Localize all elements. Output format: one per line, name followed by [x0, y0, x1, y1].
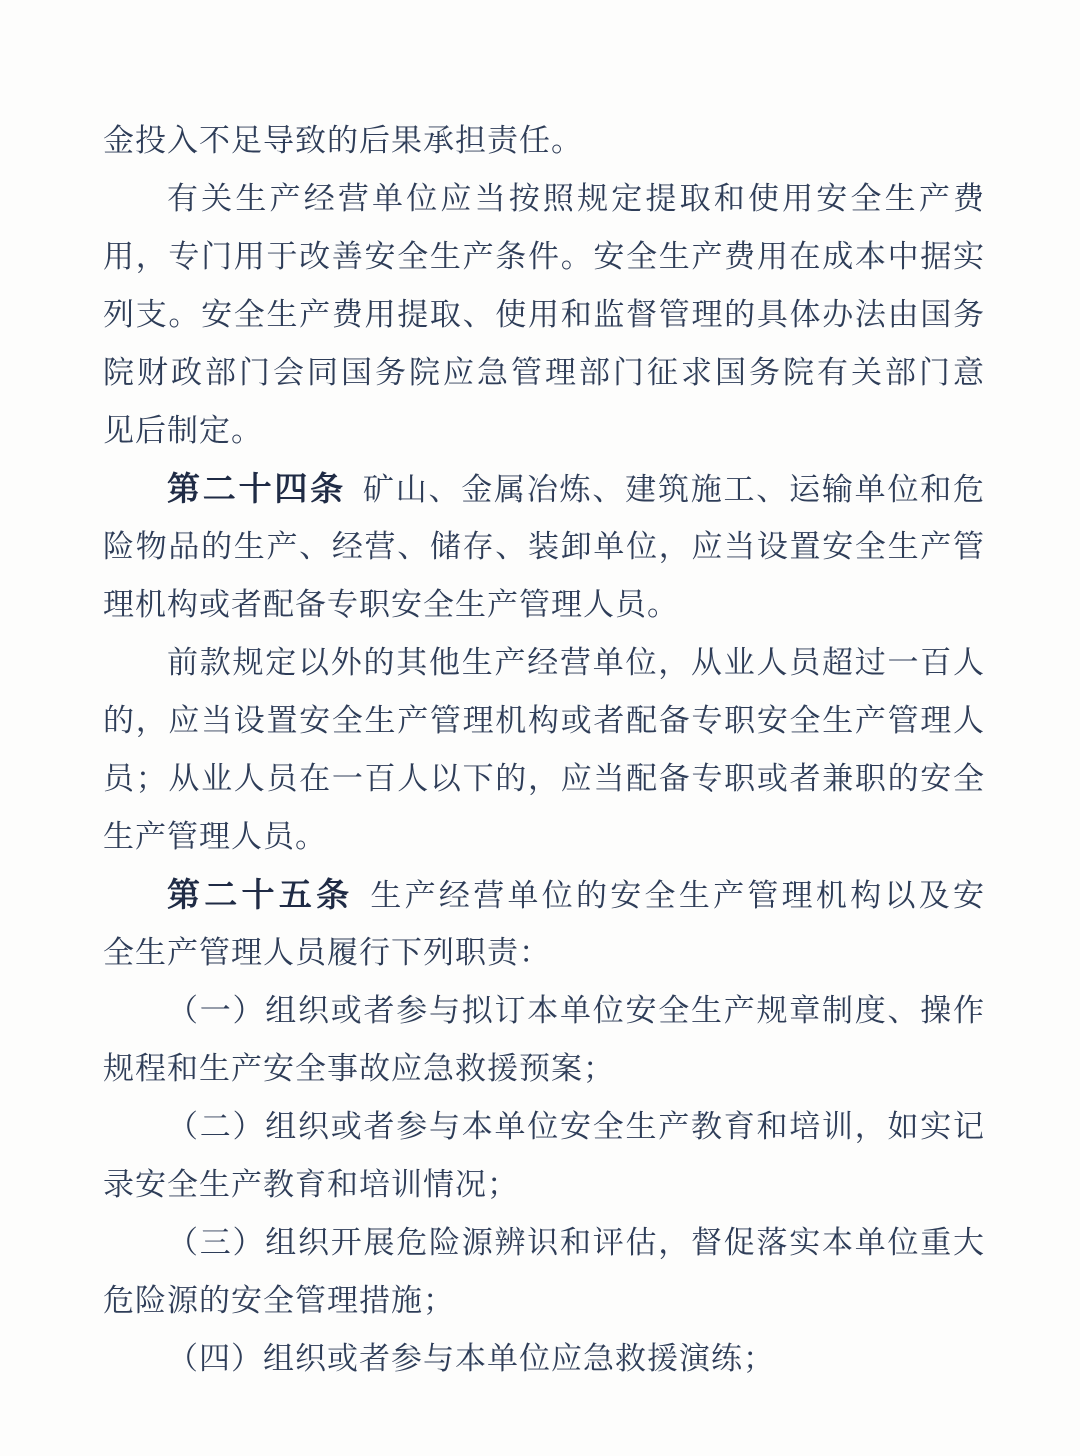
text-line: 用，专门用于改善安全生产条件。安全生产费用在成本中据实 [103, 239, 985, 275]
text-line: 有关生产经营单位应当按照规定提取和使用安全生产费 [167, 181, 985, 217]
text-line: （一）组织或者参与拟订本单位安全生产规章制度、操作 [167, 993, 985, 1029]
text-line: 院财政部门会同国务院应急管理部门征求国务院有关部门意 [103, 355, 985, 391]
text-line [103, 460, 985, 518]
text-line: 见后制定。 [103, 413, 263, 449]
text-line: 危险源的安全管理措施； [103, 1283, 455, 1319]
document-text-block [103, 112, 985, 1388]
text-line: 规程和生产安全事故应急救援预案； [103, 1051, 615, 1087]
text-line: 的，应当设置安全生产管理机构或者配备专职安全生产管理人 [103, 703, 985, 739]
text-line: 生产管理人员。 [103, 819, 327, 855]
text-line: 全生产管理人员履行下列职责： [103, 935, 551, 971]
line-text: 生产经营单位的安全生产管理机构以及安 [370, 878, 985, 914]
text-line: 员；从业人员在一百人以下的，应当配备专职或者兼职的安全 [103, 761, 985, 797]
text-line: 列支。安全生产费用提取、使用和监督管理的具体办法由国务 [103, 297, 985, 333]
text-line: （四）组织或者参与本单位应急救援演练； [167, 1341, 775, 1377]
line-text: 矿山、金属冶炼、建筑施工、运输单位和危 [362, 472, 985, 508]
text-line [103, 866, 985, 924]
article-number: 第二十五条 [167, 875, 354, 914]
text-line: （二）组织或者参与本单位安全生产教育和培训，如实记 [167, 1109, 985, 1145]
text-line: 险物品的生产、经营、储存、装卸单位，应当设置安全生产管 [103, 529, 985, 565]
text-line: 金投入不足导致的后果承担责任。 [103, 123, 583, 159]
text-line: 理机构或者配备专职安全生产管理人员。 [103, 587, 679, 623]
text-line: 前款规定以外的其他生产经营单位，从业人员超过一百人 [167, 645, 985, 681]
text-line: （三）组织开展危险源辨识和评估，督促落实本单位重大 [167, 1225, 985, 1261]
article-number: 第二十四条 [167, 469, 346, 508]
text-line: 录安全生产教育和培训情况； [103, 1167, 519, 1203]
